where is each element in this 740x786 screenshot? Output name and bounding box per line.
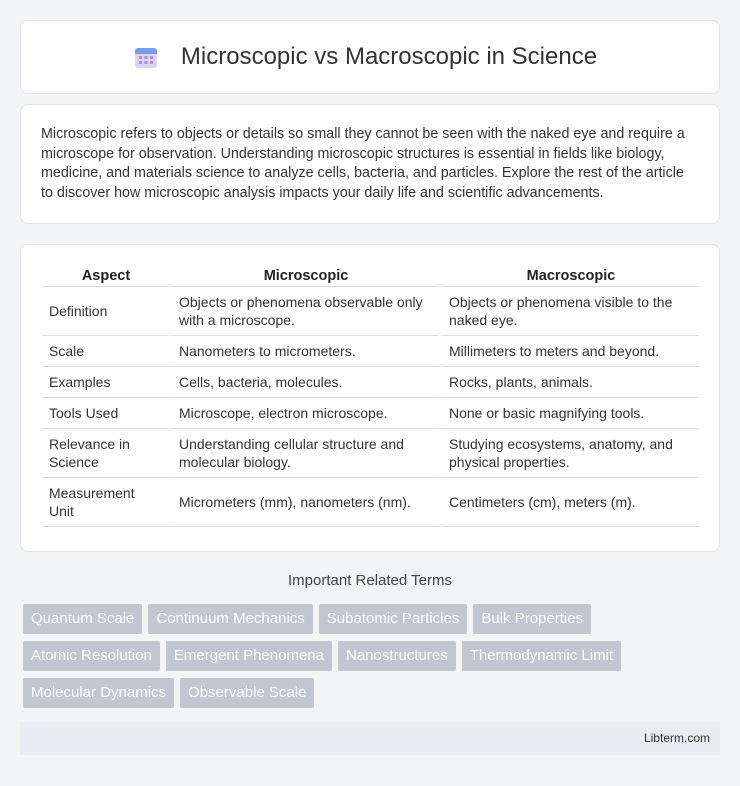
microscopic-cell: Understanding cellular structure and molecular biology. xyxy=(169,429,439,478)
tag-row xyxy=(23,641,723,671)
microscopic-cell: Objects or phenomena observable only with a microscope. xyxy=(169,287,439,336)
tag-emergent-phenomena[interactable]: Emergent Phenomena xyxy=(166,641,332,671)
footer-site-link[interactable]: Libterm.com xyxy=(643,731,710,745)
tag-atomic-resolution[interactable]: Atomic Resolution xyxy=(23,641,160,671)
page-title: Microscopic vs Macroscopic in Science xyxy=(180,43,598,70)
calendar-icon xyxy=(133,44,159,70)
table-row xyxy=(43,398,699,429)
tag-row xyxy=(23,678,723,708)
comparison-table-card xyxy=(20,244,720,552)
microscopic-cell: Cells, bacteria, molecules. xyxy=(169,367,439,398)
macroscopic-cell: Millimeters to meters and beyond. xyxy=(439,336,699,367)
header-card xyxy=(20,20,720,94)
tag-molecular-dynamics[interactable]: Molecular Dynamics xyxy=(23,678,174,708)
intro-card xyxy=(20,104,720,224)
table-header-row xyxy=(43,265,699,287)
tag-nanostructures[interactable]: Nanostructures xyxy=(338,641,456,671)
comparison-table xyxy=(43,265,699,527)
column-header-macroscopic: Macroscopic xyxy=(439,265,699,287)
tag-observable-scale[interactable]: Observable Scale xyxy=(180,678,314,708)
macroscopic-cell: Centimeters (cm), meters (m). xyxy=(439,478,699,527)
tag-row xyxy=(23,604,723,634)
aspect-cell: Scale xyxy=(43,336,169,367)
tag-continuum-mechanics[interactable]: Continuum Mechanics xyxy=(148,604,312,634)
aspect-cell: Examples xyxy=(43,367,169,398)
aspect-cell: Definition xyxy=(43,287,169,336)
related-terms-title: Important Related Terms xyxy=(288,572,452,589)
macroscopic-cell: Studying ecosystems, anatomy, and physical properties. xyxy=(439,429,699,478)
table-row xyxy=(43,367,699,398)
tag-quantum-scale[interactable]: Quantum Scale xyxy=(23,604,142,634)
tag-thermodynamic-limit[interactable]: Thermodynamic Limit xyxy=(462,641,621,671)
table-row xyxy=(43,336,699,367)
macroscopic-cell: Objects or phenomena visible to the naked eye. xyxy=(439,287,699,336)
macroscopic-cell: None or basic magnifying tools. xyxy=(439,398,699,429)
table-row xyxy=(43,429,699,478)
aspect-cell: Tools Used xyxy=(43,398,169,429)
aspect-cell: Measurement Unit xyxy=(43,478,169,527)
table-row xyxy=(43,287,699,336)
footer xyxy=(20,722,720,755)
related-terms-list xyxy=(23,604,723,715)
intro-paragraph: Microscopic refers to objects or details so small they cannot be seen with the naked eye and require a microscope for observation. Understanding microscopic structures is essential in fields like biology, medicine, and materials science to analyze cells, bacteria, and particles. Explore the rest of the article to discover how microscopic analysis impacts your daily life and scientific advancements. xyxy=(41,126,685,201)
tag-bulk-properties[interactable]: Bulk Properties xyxy=(473,604,591,634)
microscopic-cell: Microscope, electron microscope. xyxy=(169,398,439,429)
column-header-aspect: Aspect xyxy=(43,265,169,287)
microscopic-cell: Nanometers to micrometers. xyxy=(169,336,439,367)
macroscopic-cell: Rocks, plants, animals. xyxy=(439,367,699,398)
table-row xyxy=(43,478,699,527)
column-header-microscopic: Microscopic xyxy=(169,265,439,287)
aspect-cell: Relevance in Science xyxy=(43,429,169,478)
microscopic-cell: Micrometers (mm), nanometers (nm). xyxy=(169,478,439,527)
tag-subatomic-particles[interactable]: Subatomic Particles xyxy=(319,604,468,634)
